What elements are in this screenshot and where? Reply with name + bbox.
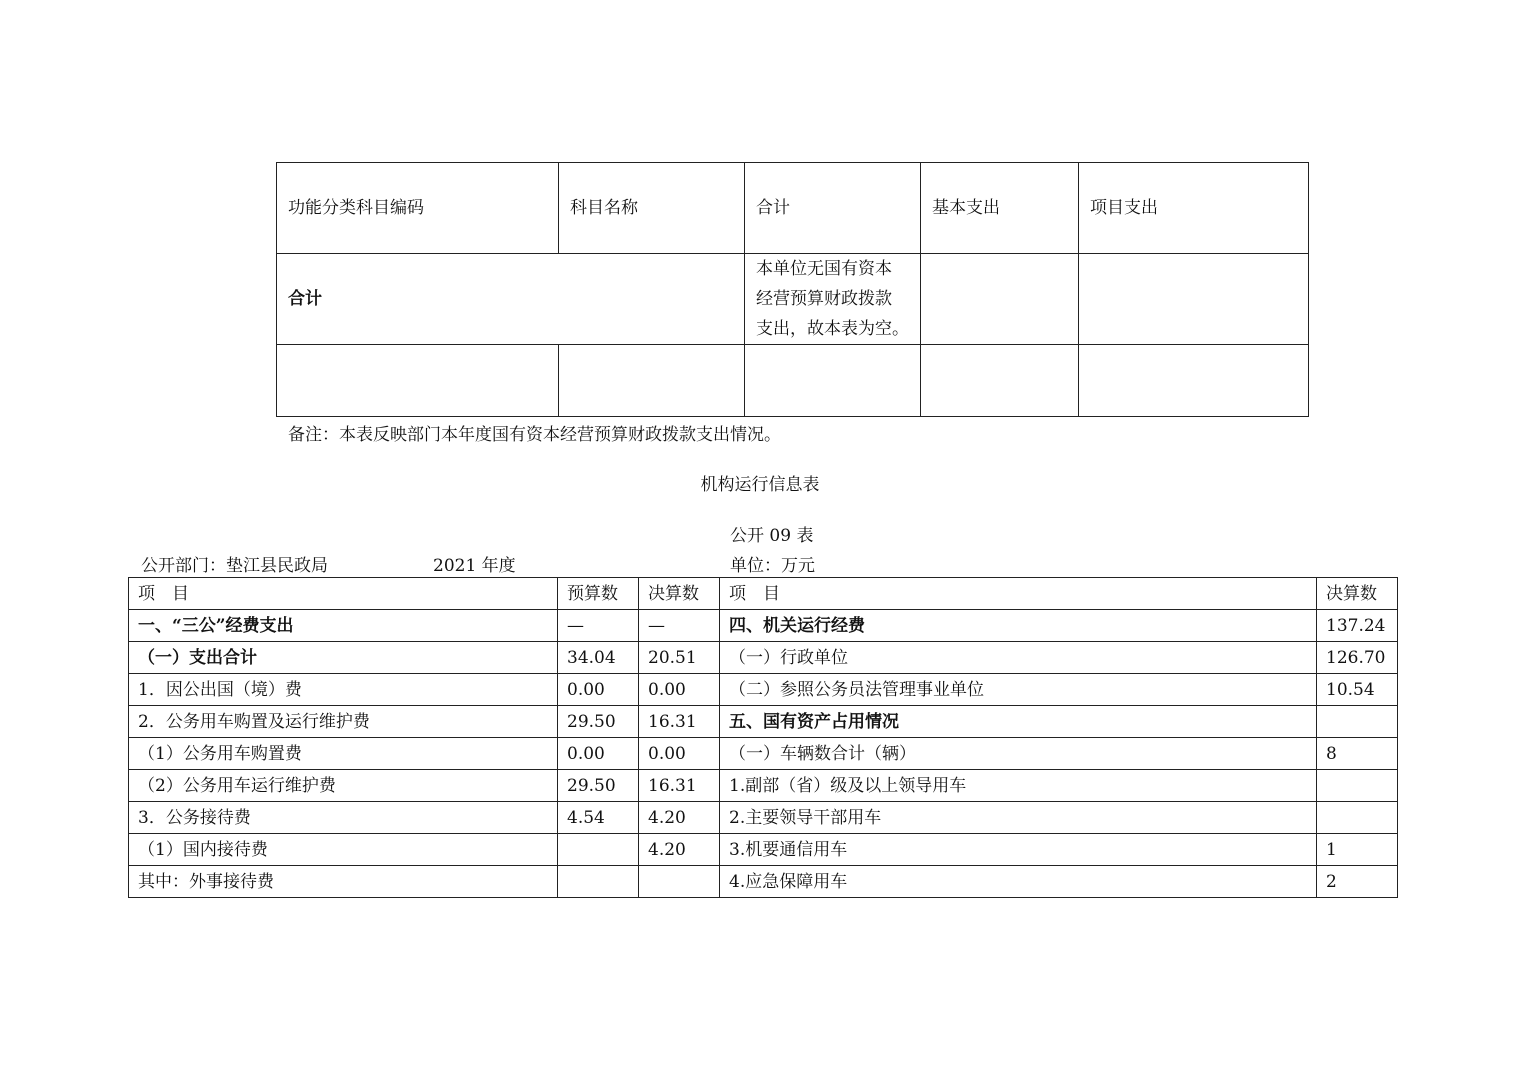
- unit-label: 单位：万元: [730, 556, 815, 576]
- row-final: 0.00: [639, 674, 720, 706]
- row-final: 0.00: [639, 738, 720, 770]
- row-item: 其中：外事接待费: [129, 866, 558, 898]
- row-item-right: 3.机要通信用车: [720, 834, 1317, 866]
- table-cell: [277, 345, 559, 417]
- row-final-right: 137.24: [1317, 610, 1398, 642]
- department-label: 公开部门：垫江县民政局: [141, 556, 328, 576]
- row-item: （1）公务用车购置费: [129, 738, 558, 770]
- row-budget: 34.04: [558, 642, 639, 674]
- header-final: 决算数: [639, 578, 720, 610]
- empty-table-note: [745, 254, 921, 345]
- row-item-right: 五、国有资产占用情况: [720, 706, 1317, 738]
- row-item-right: （二）参照公务员法管理事业单位: [720, 674, 1317, 706]
- table-row: [277, 345, 1309, 417]
- table-cell: [559, 345, 745, 417]
- table-row: [129, 642, 1398, 674]
- row-final: 16.31: [639, 770, 720, 802]
- row-final-right: [1317, 706, 1398, 738]
- row-item-right: （一）车辆数合计（辆）: [720, 738, 1317, 770]
- row-item-right: 1.副部（省）级及以上领导用车: [720, 770, 1317, 802]
- table-number: 公开 09 表: [730, 526, 814, 546]
- row-budget: 29.50: [558, 770, 639, 802]
- header-subject-name: 科目名称: [559, 163, 745, 254]
- row-final-right: [1317, 802, 1398, 834]
- table-header-row: [277, 163, 1309, 254]
- row-budget: [558, 866, 639, 898]
- table-cell: [921, 345, 1079, 417]
- institution-operation-table: [128, 577, 1398, 898]
- header-total: 合计: [745, 163, 921, 254]
- row-item: （2）公务用车运行维护费: [129, 770, 558, 802]
- row-item: （一）支出合计: [129, 642, 558, 674]
- row-final-right: [1317, 770, 1398, 802]
- row-final-right: 126.70: [1317, 642, 1398, 674]
- table-remark: 备注：本表反映部门本年度国有资本经营预算财政拨款支出情况。: [288, 425, 781, 445]
- row-budget: 0.00: [558, 738, 639, 770]
- header-function-code: 功能分类科目编码: [277, 163, 559, 254]
- empty-note-line: 支出，故本表为空。: [756, 319, 909, 339]
- row-item: （1）国内接待费: [129, 834, 558, 866]
- empty-note-line: 经营预算财政拨款: [756, 289, 892, 309]
- row-final: 4.20: [639, 802, 720, 834]
- header-final-right: 决算数: [1317, 578, 1398, 610]
- table-row: [129, 674, 1398, 706]
- row-item-right: 2.主要领导干部用车: [720, 802, 1317, 834]
- table-row: [129, 738, 1398, 770]
- row-final-right: 1: [1317, 834, 1398, 866]
- table-row: [129, 770, 1398, 802]
- row-final-right: 2: [1317, 866, 1398, 898]
- row-item-right: （一）行政单位: [720, 642, 1317, 674]
- total-label: 合计: [277, 254, 745, 345]
- header-project-expenditure: 项目支出: [1079, 163, 1309, 254]
- header-item-right: 项 目: [720, 578, 1317, 610]
- row-item: 2．公务用车购置及运行维护费: [129, 706, 558, 738]
- table-cell: [745, 345, 921, 417]
- row-final: 20.51: [639, 642, 720, 674]
- row-budget: [558, 834, 639, 866]
- row-item: 3．公务接待费: [129, 802, 558, 834]
- row-item: 一、“三公”经费支出: [129, 610, 558, 642]
- header-budget: 预算数: [558, 578, 639, 610]
- empty-note-line: 本单位无国有资本: [756, 259, 892, 279]
- row-budget: 4.54: [558, 802, 639, 834]
- row-final: 16.31: [639, 706, 720, 738]
- table-cell: [1079, 254, 1309, 345]
- table-header-row: [129, 578, 1398, 610]
- table-row: [129, 706, 1398, 738]
- header-basic-expenditure: 基本支出: [921, 163, 1079, 254]
- table-cell: [921, 254, 1079, 345]
- row-final-right: 8: [1317, 738, 1398, 770]
- total-row: [277, 254, 1309, 345]
- row-item: 1．因公出国（境）费: [129, 674, 558, 706]
- year-label: 2021 年度: [433, 556, 516, 576]
- row-final: [639, 866, 720, 898]
- state-capital-expenditure-table: [276, 162, 1309, 417]
- table-row: [129, 834, 1398, 866]
- row-item-right: 4.应急保障用车: [720, 866, 1317, 898]
- row-budget: 29.50: [558, 706, 639, 738]
- row-final-right: 10.54: [1317, 674, 1398, 706]
- table-row: [129, 802, 1398, 834]
- row-budget: —: [558, 610, 639, 642]
- table-cell: [1079, 345, 1309, 417]
- table-row: [129, 866, 1398, 898]
- page-title: 机构运行信息表: [700, 475, 820, 495]
- row-item-right: 四、机关运行经费: [720, 610, 1317, 642]
- header-item-left: 项 目: [129, 578, 558, 610]
- row-budget: 0.00: [558, 674, 639, 706]
- row-final: 4.20: [639, 834, 720, 866]
- row-final: —: [639, 610, 720, 642]
- table-row: [129, 610, 1398, 642]
